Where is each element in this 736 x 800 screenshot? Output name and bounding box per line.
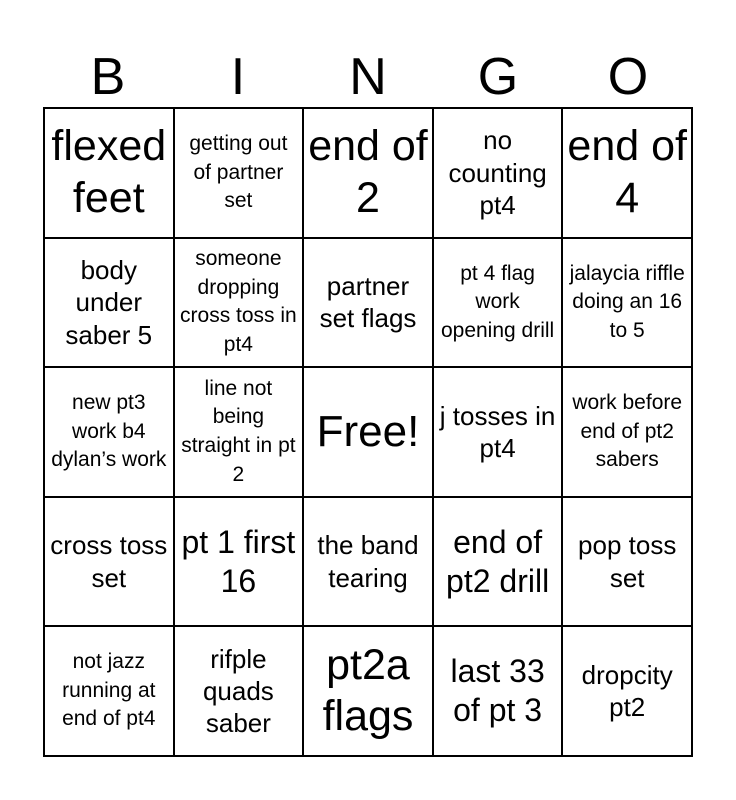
cell-text: not jazz running at end of pt4 (62, 650, 156, 731)
bingo-cell[interactable] (174, 626, 304, 756)
free-space-text: Free! (316, 406, 420, 456)
cell-text: pt 4 flag work opening drill (440, 261, 555, 342)
cell-text: j tosses in pt4 (439, 400, 556, 463)
bingo-cell[interactable] (174, 108, 304, 238)
cell-text: no counting pt4 (448, 125, 547, 220)
bingo-cell[interactable] (44, 626, 174, 756)
bingo-cell[interactable] (433, 108, 563, 238)
bingo-cell[interactable] (44, 497, 174, 627)
header-letter-i: I (230, 48, 246, 106)
bingo-cell[interactable] (433, 626, 563, 756)
cell-text: end of 4 (567, 122, 687, 222)
cell-text: pop toss set (578, 530, 677, 593)
cell-text: getting out of partner set (189, 131, 288, 213)
bingo-cell[interactable] (174, 367, 304, 497)
bingo-cell[interactable] (562, 238, 692, 368)
header-letter-o: O (607, 48, 649, 106)
bingo-cell[interactable] (303, 108, 433, 238)
bingo-cell[interactable] (433, 367, 563, 497)
bingo-board (43, 107, 693, 757)
bingo-cell[interactable] (303, 238, 433, 368)
bingo-cell[interactable] (433, 238, 563, 368)
bingo-cell[interactable] (303, 626, 433, 756)
cell-text: last 33 of pt 3 (450, 653, 545, 729)
cell-text: pt 1 first 16 (181, 523, 296, 599)
cell-text: rifple quads saber (202, 643, 274, 739)
cell-text: end of pt2 drill (446, 523, 550, 599)
cell-text: the band tearing (317, 530, 419, 593)
bingo-cell[interactable] (174, 238, 304, 368)
bingo-cell[interactable] (562, 497, 692, 627)
header-letter-n: N (349, 48, 387, 106)
cell-text: dropcity pt2 (581, 659, 673, 723)
cell-text: end of 2 (308, 122, 428, 222)
bingo-cell[interactable] (44, 367, 174, 497)
cell-text: new pt3 work b4 dylan’s work (51, 391, 167, 472)
cell-text: jalaycia riffle doing an 16 to 5 (569, 261, 685, 342)
header-letter-g: G (477, 48, 519, 106)
bingo-cell[interactable] (562, 367, 692, 497)
cell-text: line not being straight in pt 2 (181, 376, 296, 486)
bingo-cell[interactable] (562, 626, 692, 756)
cell-text: partner set flags (319, 271, 417, 334)
bingo-cell[interactable] (303, 497, 433, 627)
cell-text: someone dropping cross toss in pt4 (180, 247, 297, 356)
cell-text: cross toss set (50, 530, 168, 593)
bingo-header (43, 46, 693, 108)
bingo-cell[interactable] (44, 108, 174, 238)
cell-text: pt2a flags (322, 640, 414, 741)
bingo-cell[interactable] (44, 238, 174, 368)
header-letter-b: B (90, 48, 126, 106)
cell-text: body under saber 5 (65, 255, 153, 350)
bingo-cell[interactable] (562, 108, 692, 238)
bingo-cell[interactable] (174, 497, 304, 627)
bingo-cell[interactable] (433, 497, 563, 627)
cell-text: work before end of pt2 sabers (572, 391, 683, 472)
cell-text: flexed feet (51, 122, 167, 222)
free-space-cell[interactable] (303, 367, 433, 497)
